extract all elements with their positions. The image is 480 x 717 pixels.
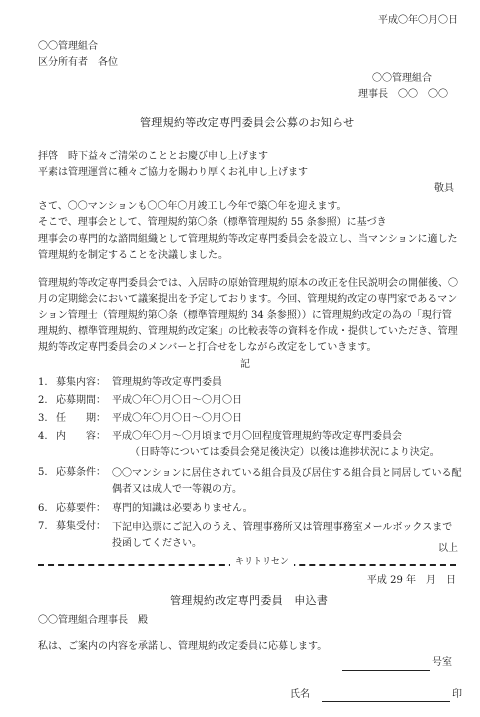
room-number-blank[interactable] (342, 670, 430, 671)
list-item-3 (38, 412, 462, 428)
item-label: 応募条件： (56, 467, 106, 478)
notice-title: 管理規約等改定専門委員会公募のお知らせ (140, 116, 355, 129)
item-label: 募集内容： (56, 377, 106, 388)
document-date: 平成〇年〇月〇日 (378, 15, 458, 26)
body-p2: 管理規約等改定専門委員会では、入居時の原始管理規約原本の改正を住民説明会の開催後、〇月の定期総会において議案提出を予定しております。今回、管理規約改定の専門家であるマンション管理士（管理規約第〇条（標準管理規約 34 条参照））に管理規約改定の為の「現行管理規約、標準管理規約、管理規約改定案」の比較表等の資料を作成・提供していただき、管理規約等改定専門委員会のメンバーと打合せをしながら改定をしていきます。 (38, 278, 458, 353)
item-number: 6. (38, 503, 48, 514)
item-number: 4. (38, 431, 48, 442)
item-value: 〇〇マンションに居住されている組合員及び居住する組合員と同居している配偶者又は成人で一等親の方。 (112, 468, 462, 495)
greeting-line-1: 拝啓 時下益々ご清栄のこととお慶び申し上げます (38, 151, 268, 162)
body-p1-line-3: 理事会の専門的な諮問組織として管理規約等改定専門委員会を設立し、当マンションに適した管理規約を制定することを決議しました。 (38, 234, 458, 261)
item-number: 7. (38, 521, 48, 532)
item-value: 平成〇年〇月〇日～〇月〇日 (112, 413, 242, 424)
greeting-line-2: 平素は管理運営に種々ご協力を賜わり厚くお礼申し上げます (38, 167, 308, 178)
list-item-6 (38, 502, 462, 518)
item-number: 3. (38, 413, 48, 424)
body-p1-line-2: そこで、理事会として、管理規約第〇条（標準管理規約 55 条参照）に基づき (38, 217, 387, 228)
item-label: 応募期間： (56, 395, 106, 406)
cut-label: キリトリセン (230, 557, 294, 569)
greeting-closing: 敬具 (434, 183, 454, 194)
item-value: 平成〇年〇月～〇月頃まで月〇回程度管理規約等改定専門委員会 (112, 431, 402, 442)
list-item-2 (38, 394, 462, 410)
list-item-7 (38, 520, 462, 552)
item-label: 募集受付： (56, 521, 106, 532)
item-note: （日時等については委員会発足後決定）以後は進捗状況により決定。 (130, 447, 440, 458)
ki-heading: 記 (240, 359, 250, 370)
name-label: 氏名 (290, 689, 310, 700)
item-value: 平成〇年〇月〇日～〇月〇日 (112, 395, 242, 406)
list-item-5 (38, 466, 462, 498)
recipient-association: 〇〇管理組合 (38, 41, 98, 52)
seal-mark: 印 (452, 689, 462, 700)
body-p1-line-1: さて、〇〇マンションも〇〇年〇月竣工し今年で築〇年を迎えます。 (38, 201, 347, 212)
item-number: 2. (38, 395, 48, 406)
name-blank[interactable] (322, 701, 450, 702)
application-date: 平成 29 年 月 日 (366, 575, 456, 586)
item-value: 下記申込票にご記入のうえ、管理事務所又は管理事務室メールボックスまで投函してください。 (112, 522, 453, 549)
item-value: 専門的知識は必要ありません。 (112, 503, 253, 514)
item-number: 1. (38, 377, 48, 388)
room-suffix: 号室 (432, 657, 452, 668)
item-value: 管理規約等改定専門委員 (112, 377, 222, 388)
list-item-4 (38, 430, 462, 462)
application-recipient: 〇〇管理組合理事長 殿 (38, 615, 148, 626)
application-title: 管理規約改定専門委員 申込書 (170, 594, 329, 607)
item-number: 5. (38, 467, 48, 478)
sender-association: 〇〇管理組合 (372, 73, 432, 84)
recipient-owners: 区分所有者 各位 (38, 57, 118, 68)
list-item-1 (38, 376, 462, 392)
item-label: 任 期： (56, 413, 106, 424)
application-statement: 私は、ご案内の内容を承諾し、管理規約改定委員に応募します。 (38, 641, 328, 652)
item-label: 応募要件： (56, 503, 106, 514)
sender-chairman: 理事長 〇〇 〇〇 (358, 89, 448, 100)
item-label: 内 容： (56, 431, 106, 442)
closing-ijou: 以上 (438, 543, 458, 554)
